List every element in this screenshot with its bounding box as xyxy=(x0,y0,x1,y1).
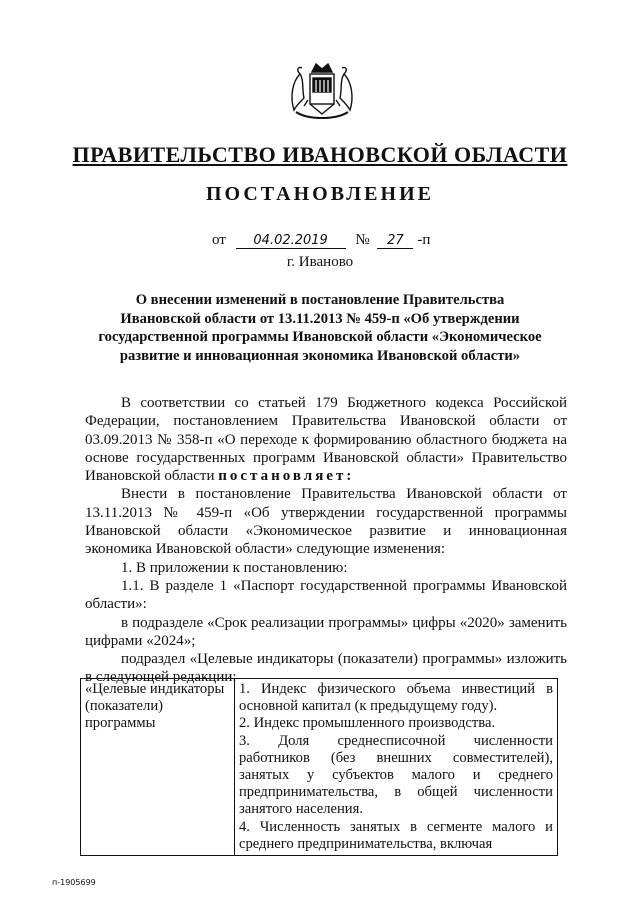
table-row xyxy=(81,679,558,856)
paragraph-term: в подразделе «Срок реализации программы» цифры «2020» заменить цифрами «2024»; xyxy=(85,614,567,649)
paragraph-indicators: подраздел «Целевые индикаторы (показатели) программы» изложить в следующей редакции: xyxy=(85,651,567,686)
indicator-item: 4. Численность занятых в сегменте малого и среднего предпринимательства, включая xyxy=(239,818,553,852)
dateline xyxy=(212,232,430,249)
indicator-item: 2. Индекс промышленного производства. xyxy=(239,715,496,732)
paragraph-item-1: 1. В приложении к постановлению: xyxy=(121,559,348,576)
coat-of-arms-emblem xyxy=(286,60,358,122)
city: г. Иваново xyxy=(286,254,354,270)
indicators-label-cell: «Целевые индикаторы (показатели) программы xyxy=(81,679,235,856)
indicators-list-cell xyxy=(235,679,558,856)
paragraph-amend: Внести в постановление Правительства Ивановской области от 13.11.2013 № 459-п «Об утверждении государственной программы Ивановской области «Экономическое развитие и инновационная экономика Ивановской области» следующие изменения: xyxy=(85,486,567,558)
indicator-item: 3. Доля среднесписочной численности работников (без внешних совместителей), занятых у субъектов малого и среднего предпринимательства, в общей численности занятого населения. xyxy=(239,732,553,818)
indicator-item: 1. Индекс физического объема инвестиций в основной капитал (к предыдущему году). xyxy=(239,681,553,715)
number-suffix: -п xyxy=(417,232,431,248)
preamble-text: В соответствии со статьей 179 Бюджетного кодекса Российской Федерации, постановлением Правительства Ивановской области от 03.09.2013 № 358-п «О переходе к формированию областного бюджета на основе государственных программ Ивановской области» Правительство Ивановской области xyxy=(85,395,567,485)
number-label: № xyxy=(355,232,370,248)
footer-code: п-1905699 xyxy=(52,878,96,887)
handwritten-number: 27 xyxy=(377,233,413,249)
indicators-table xyxy=(80,678,558,856)
handwritten-date: 04.02.2019 xyxy=(236,233,346,249)
resolves-word: постановляет: xyxy=(218,468,355,485)
document-body xyxy=(85,394,567,687)
from-label: от xyxy=(212,232,226,248)
resolution-subject: О внесении изменений в постановление Правительства Ивановской области от 13.11.2013 № 459-п «Об утверждении государственной программы Ивановской области «Экономическое развитие и инновационная экономика Ивановской области» xyxy=(98,292,542,364)
document-type-title: ПОСТАНОВЛЕНИЕ xyxy=(206,183,434,205)
paragraph-preamble xyxy=(85,394,567,485)
government-title: ПРАВИТЕЛЬСТВО ИВАНОВСКОЙ ОБЛАСТИ xyxy=(72,142,568,167)
paragraph-item-1-1: 1.1. В разделе 1 «Паспорт государственной программы Ивановской области»: xyxy=(85,577,567,613)
